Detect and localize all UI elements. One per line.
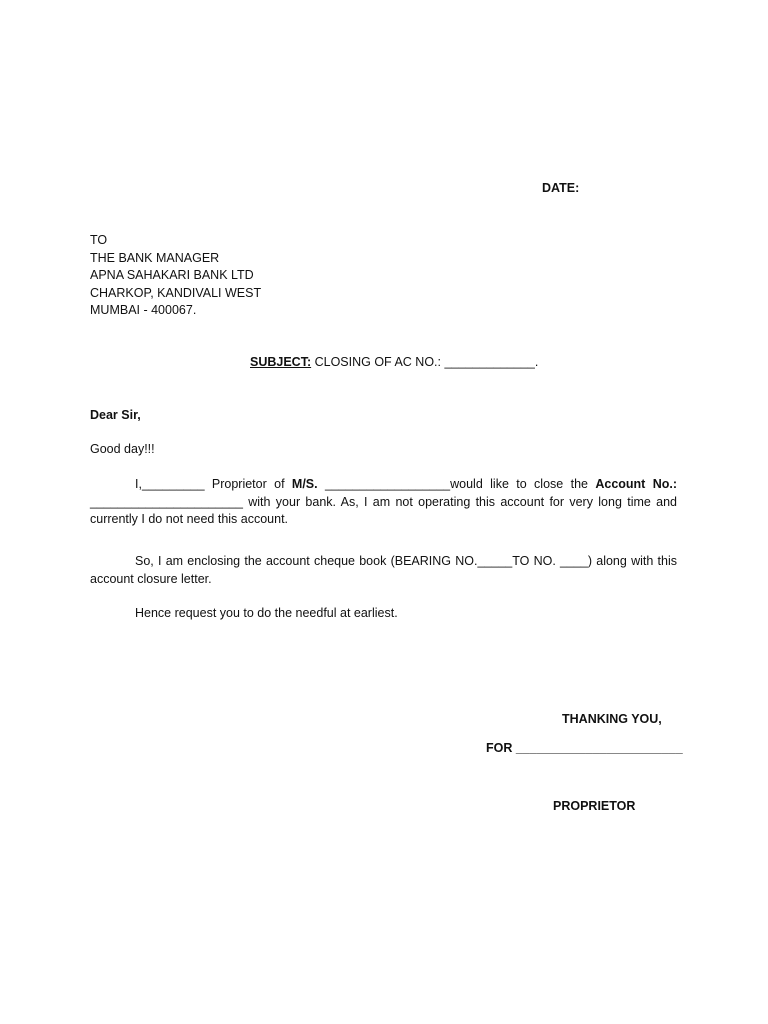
- paragraph1-part1: I,: [135, 477, 142, 491]
- subject-label: SUBJECT:: [250, 355, 312, 369]
- paragraph1-ms: M/S.: [291, 477, 318, 491]
- paragraph1-account-label: Account No.:: [595, 477, 678, 491]
- closing-for-line: FOR ________________________: [486, 741, 683, 755]
- salutation: Dear Sir,: [90, 408, 141, 422]
- paragraph-request: [90, 476, 677, 529]
- recipient-address: [90, 232, 261, 320]
- address-bank: APNA SAHAKARI BANK LTD: [90, 268, 254, 283]
- subject-line: [250, 354, 538, 371]
- address-recipient: THE BANK MANAGER: [90, 250, 220, 265]
- closing-thanks: THANKING YOU,: [562, 712, 662, 726]
- subject-text: CLOSING OF AC NO.: _____________.: [311, 355, 539, 369]
- paragraph1-part4: ______________________ with your bank. As, I am not operating this account for very long time and currently I do not need this account.: [90, 494, 677, 526]
- paragraph-request-action: Hence request you to do the needful at earliest.: [135, 606, 398, 620]
- paragraph1-part3: __________________would like to close the: [317, 477, 596, 491]
- paragraph-cheque-book: So, I am enclosing the account cheque book (BEARING NO._____TO NO. ____) along with this account closure letter.: [90, 554, 677, 586]
- address-branch: CHARKOP, KANDIVALI WEST: [90, 285, 262, 300]
- paragraph1-part2: _________ Proprietor of: [141, 477, 292, 491]
- date-label: DATE:: [542, 181, 580, 195]
- address-city: MUMBAI - 400067.: [90, 303, 197, 318]
- closing-signatory: PROPRIETOR: [553, 799, 636, 813]
- greeting: Good day!!!: [90, 442, 155, 456]
- address-to: TO: [90, 233, 108, 247]
